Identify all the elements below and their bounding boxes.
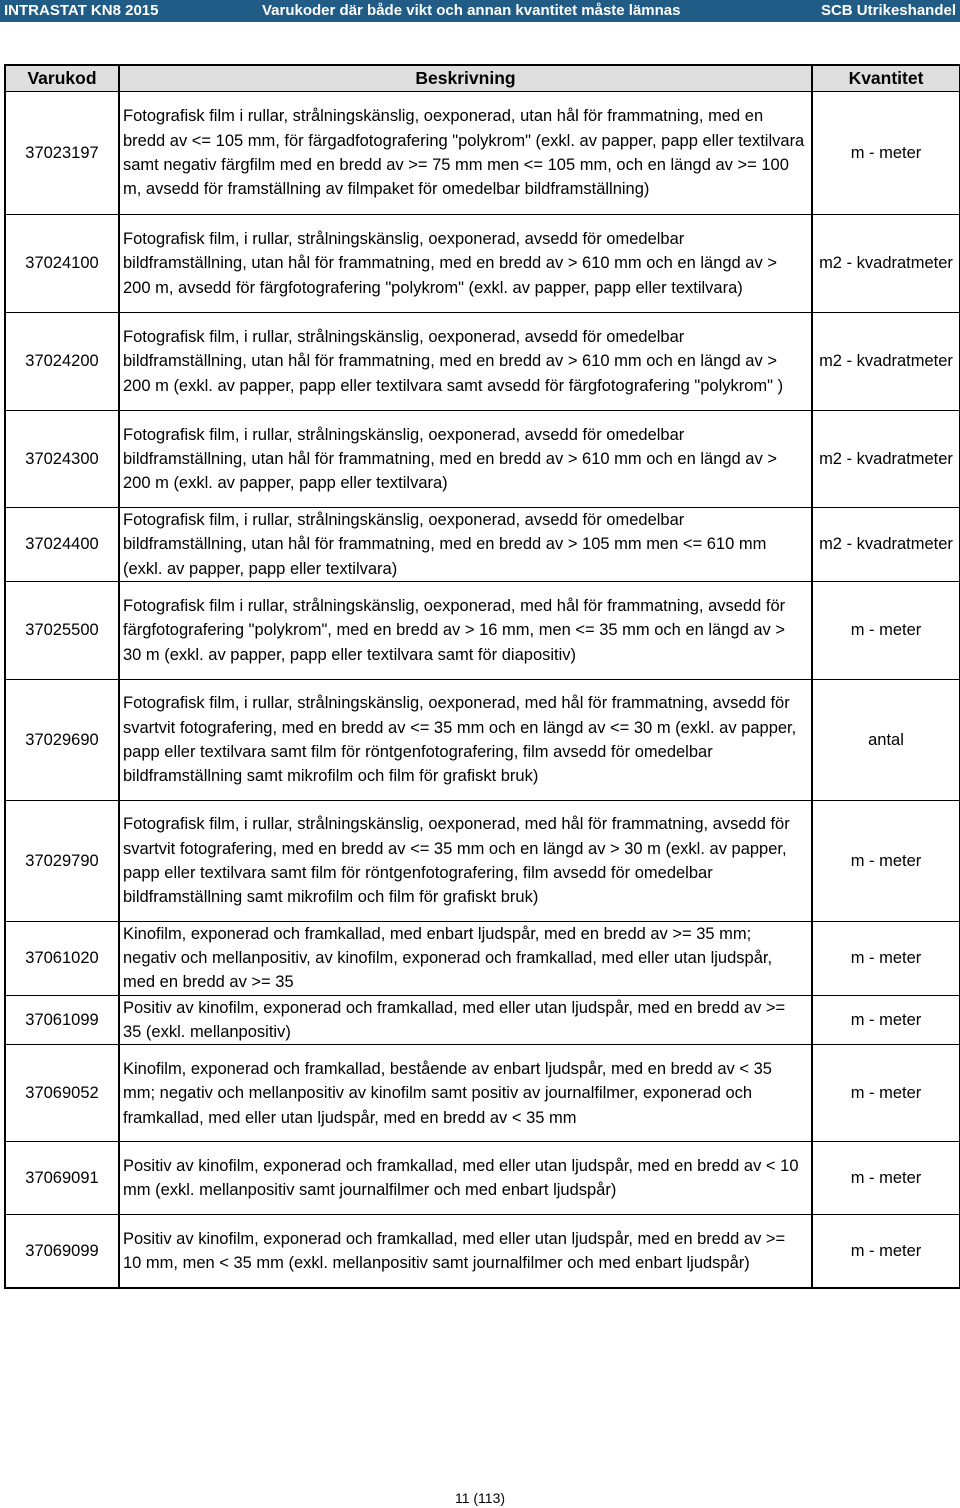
table-row — [5, 411, 960, 508]
table-row — [5, 995, 960, 1045]
code-cell: 37069099 — [5, 1215, 119, 1288]
column-header-kvantitet: Kvantitet — [812, 65, 960, 92]
page-number: 11 (113) — [454, 1490, 506, 1506]
quantity-unit-cell: m - meter — [812, 995, 960, 1045]
quantity-unit-cell: m - meter — [812, 1045, 960, 1142]
description-cell: Positiv av kinofilm, exponerad och framkallad, med eller utan ljudspår, med en bredd av >= 35 (exkl. mellanpositiv) — [119, 995, 812, 1045]
table-row — [5, 1045, 960, 1142]
description-cell: Fotografisk film, i rullar, strålningskänslig, oexponerad, med hål för frammatning, avsedd för svartvit fotografering, med en bredd av <= 35 mm och en längd av > 30 m (exkl. av papper, papp eller textilvara samt film för röntgenfotografering, film avsedd för omedelbar bildframställning samt mikrofilm och film för grafiskt bruk) — [119, 800, 812, 921]
quantity-unit-cell: m2 - kvadratmeter — [812, 313, 960, 411]
code-cell: 37024300 — [5, 411, 119, 508]
table-row — [5, 800, 960, 921]
description-cell: Fotografisk film, i rullar, strålningskänslig, oexponerad, med hål för frammatning, avsedd för svartvit fotografering, med en bredd av <= 35 mm och en längd av <= 30 m (exkl. av papper, papp eller textilvara samt film för röntgenfotografering, film avsedd för omedelbar bildframställning samt mikrofilm och film för grafiskt bruk) — [119, 679, 812, 800]
description-cell: Kinofilm, exponerad och framkallad, med enbart ljudspår, med en bredd av >= 35 mm; negativ och mellanpositiv, av kinofilm, exponerad och framkallad, med eller utan ljudspår, med en bredd av >= 35 — [119, 921, 812, 995]
table-row — [5, 313, 960, 411]
header-right-title: SCB Utrikeshandel — [820, 2, 956, 19]
table-row — [5, 1215, 960, 1288]
description-cell: Fotografisk film i rullar, strålningskänslig, oexponerad, utan hål för frammatning, med en bredd av <= 105 mm, för färgadfotografering "polykrom" (exkl. av papper, papp eller textilvara samt negativ färgfilm med en bredd av >= 75 mm men <= 105 mm, och en längd av >= 100 m, avsedd för framställning av filmpaket för omedelbar bildframställning) — [119, 92, 812, 215]
quantity-unit-cell: m - meter — [812, 92, 960, 215]
code-cell: 37061099 — [5, 995, 119, 1045]
quantity-unit-cell: antal — [812, 679, 960, 800]
description-cell: Fotografisk film, i rullar, strålningskänslig, oexponerad, avsedd för omedelbar bildframställning, utan hål för frammatning, med en bredd av > 105 mm men <= 610 mm (exkl. av papper, papp eller textilvara) — [119, 508, 812, 582]
code-cell: 37025500 — [5, 581, 119, 679]
code-cell: 37024100 — [5, 215, 119, 313]
table-row — [5, 92, 960, 215]
table-row — [5, 581, 960, 679]
description-cell: Fotografisk film i rullar, strålningskänslig, oexponerad, med hål för frammatning, avsedd för färgfotografering "polykrom", med en bredd av > 16 mm, men <= 35 mm och en längd av > 30 m (exkl. av papper, papp eller textilvara samt för diapositiv) — [119, 581, 812, 679]
code-cell: 37069091 — [5, 1142, 119, 1215]
quantity-unit-cell: m - meter — [812, 1142, 960, 1215]
page-header-bar — [0, 0, 960, 22]
description-cell: Fotografisk film, i rullar, strålningskänslig, oexponerad, avsedd för omedelbar bildframställning, utan hål för frammatning, med en bredd av > 610 mm och en längd av > 200 m (exkl. av papper, papp eller textilvara samt avsedd för färgfotografering "polykrom" ) — [119, 313, 812, 411]
header-center-title: Varukoder där både vikt och annan kvantitet måste lämnas — [262, 2, 681, 19]
description-cell: Positiv av kinofilm, exponerad och framkallad, med eller utan ljudspår, med en bredd av < 10 mm (exkl. mellanpositiv samt journalfilmer och med enbart ljudspår) — [119, 1142, 812, 1215]
code-cell: 37024400 — [5, 508, 119, 582]
code-cell: 37023197 — [5, 92, 119, 215]
table-row — [5, 679, 960, 800]
quantity-unit-cell: m2 - kvadratmeter — [812, 411, 960, 508]
code-cell: 37061020 — [5, 921, 119, 995]
quantity-unit-cell: m - meter — [812, 921, 960, 995]
table-row — [5, 508, 960, 582]
column-header-varukod: Varukod — [5, 65, 119, 92]
table-row — [5, 215, 960, 313]
description-cell: Fotografisk film, i rullar, strålningskänslig, oexponerad, avsedd för omedelbar bildframställning, utan hål för frammatning, med en bredd av > 610 mm och en längd av > 200 m, avsedd för färgfotografering "polykrom" (exkl. av papper, papp eller textilvara) — [119, 215, 812, 313]
quantity-unit-cell: m - meter — [812, 800, 960, 921]
code-cell: 37029790 — [5, 800, 119, 921]
quantity-unit-cell: m - meter — [812, 581, 960, 679]
code-cell: 37029690 — [5, 679, 119, 800]
description-cell: Kinofilm, exponerad och framkallad, bestående av enbart ljudspår, med en bredd av < 35 mm; negativ och mellanpositiv av kinofilm samt positiv av journalfilmer, exponerad och framkallad, med eller utan ljudspår, med en bredd av < 35 mm — [119, 1045, 812, 1142]
quantity-unit-cell: m2 - kvadratmeter — [812, 508, 960, 582]
description-cell: Positiv av kinofilm, exponerad och framkallad, med eller utan ljudspår, med en bredd av >= 10 mm, men < 35 mm (exkl. mellanpositiv samt journalfilmer och med enbart ljudspår) — [119, 1215, 812, 1288]
code-cell: 37069052 — [5, 1045, 119, 1142]
table-row — [5, 921, 960, 995]
quantity-unit-cell: m - meter — [812, 1215, 960, 1288]
table-row — [5, 1142, 960, 1215]
column-header-beskrivning: Beskrivning — [119, 65, 812, 92]
code-cell: 37024200 — [5, 313, 119, 411]
table-header-row — [5, 65, 960, 92]
commodity-code-table — [4, 64, 960, 1289]
quantity-unit-cell: m2 - kvadratmeter — [812, 215, 960, 313]
description-cell: Fotografisk film, i rullar, strålningskänslig, oexponerad, avsedd för omedelbar bildframställning, utan hål för frammatning, med en bredd av > 610 mm och en längd av > 200 m (exkl. av papper, papp eller textilvara) — [119, 411, 812, 508]
header-left-title: INTRASTAT KN8 2015 — [4, 2, 159, 19]
